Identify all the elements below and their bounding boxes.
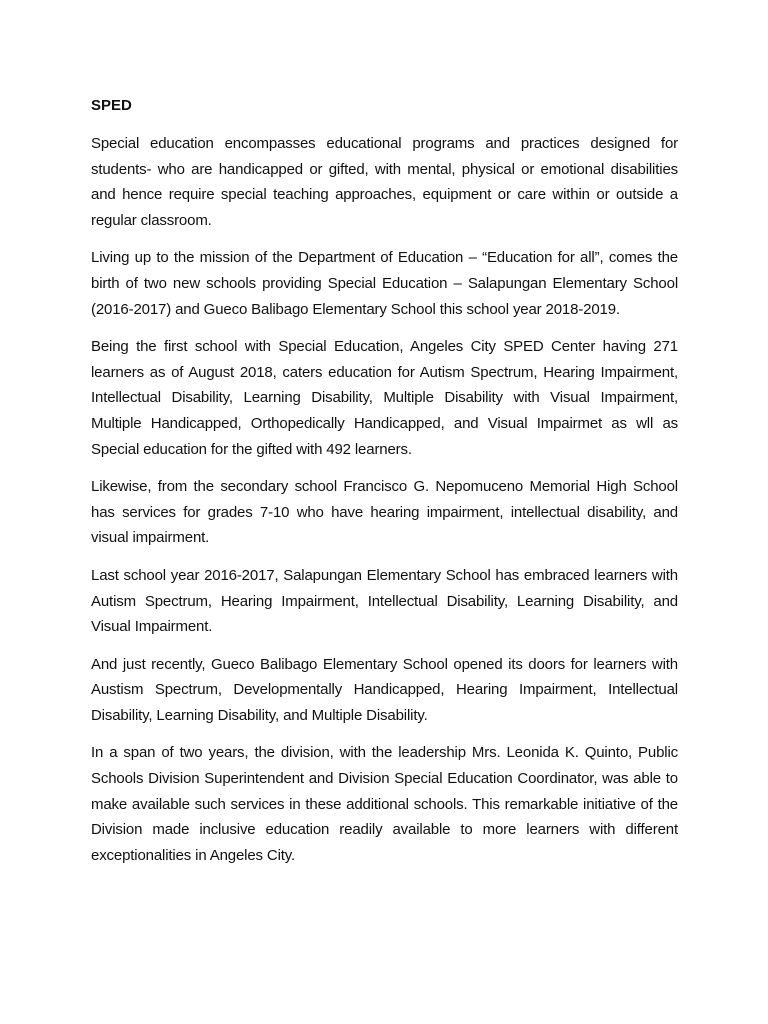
document-page	[91, 93, 678, 880]
paragraph-salapungan: Last school year 2016-2017, Salapungan Elementary School has embraced learners with Autism Spectrum, Hearing Impairment, Intellectual Disability, Learning Disability, and Visual Impairment.	[91, 566, 678, 636]
paragraph-gueco-balibago: And just recently, Gueco Balibago Elementary School opened its doors for learners with Austism Spectrum, Developmentally Handicapped, Hearing Impairment, Intellectual Disability, Learning Disability, and Multiple Disability.	[91, 655, 678, 724]
paragraph-sped-center: Being the first school with Special Education, Angeles City SPED Center having 271 learners as of August 2018, caters education for Autism Spectrum, Hearing Impairment, Intellectual Disability, Learning Disability, Multiple Disability with Visual Impairment, Multiple Handicapped, Orthopedically Handicapped, and Visual Impairmet as wll as Special education for the gifted with 492 learners.	[91, 338, 678, 458]
paragraph-secondary-school: Likewise, from the secondary school Francisco G. Nepomuceno Memorial High School has services for grades 7-10 who have hearing impairment, intellectual disability, and visual impairment.	[91, 478, 678, 547]
paragraph-deped-mission: Living up to the mission of the Department of Education – “Education for all”, comes the birth of two new schools providing Special Education – Salapungan Elementary School (2016-2017) and Gueco Balibago Elementary School this school year 2018-2019.	[91, 249, 678, 318]
paragraph-division-initiative: In a span of two years, the division, with the leadership Mrs. Leonida K. Quinto, Public Schools Division Superintendent and Division Special Education Coordinator, was able to make available such services in these additional schools. This remarkable initiative of the Division made inclusive education readily available to more learners with different exceptionalities in Angeles City.	[91, 744, 678, 864]
paragraph-special-education-definition: Special education encompasses educational programs and practices designed for students- who are handicapped or gifted, with mental, physical or emotional disabilities and hence require special teaching approaches, equipment or care within or outside a regular classroom.	[91, 135, 678, 229]
document-title: SPED	[91, 97, 132, 114]
